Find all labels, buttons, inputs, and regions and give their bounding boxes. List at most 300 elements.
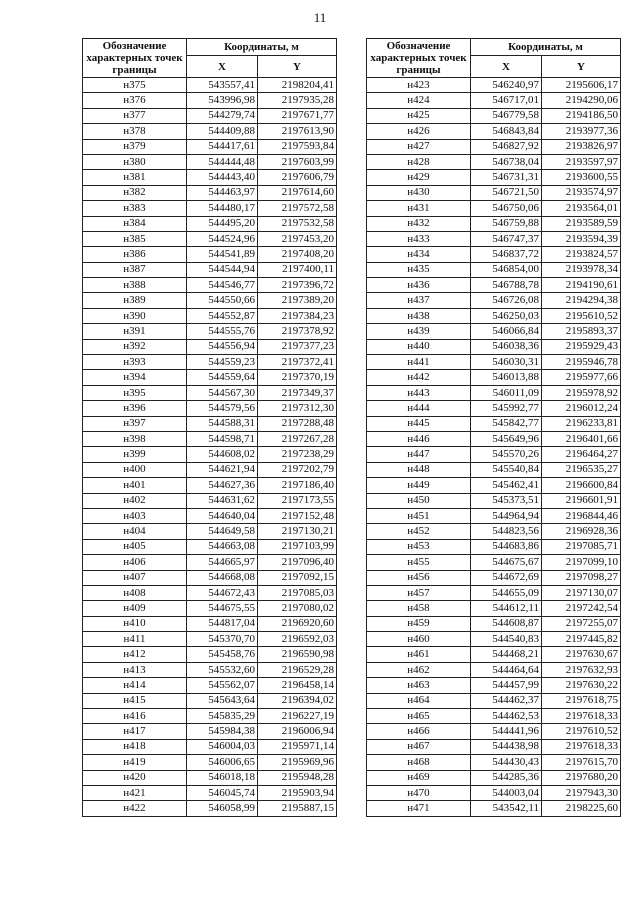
x-cell: 545643,64 [187,693,258,708]
y-cell: 2197400,11 [258,262,337,277]
point-id-cell: н377 [83,108,187,123]
x-cell: 545842,77 [471,416,542,431]
y-cell: 2193594,39 [542,231,621,246]
y-cell: 2197610,52 [542,724,621,739]
point-id-cell: н421 [83,785,187,800]
x-cell: 544663,08 [187,539,258,554]
point-id-cell: н407 [83,570,187,585]
x-cell: 546788,78 [471,278,542,293]
x-cell: 545540,84 [471,462,542,477]
point-id-cell: н428 [367,154,471,169]
table-row [367,570,621,585]
point-id-cell: н468 [367,755,471,770]
x-cell: 546011,09 [471,385,542,400]
point-id-cell: н392 [83,339,187,354]
table-row [83,508,337,523]
point-id-cell: н378 [83,124,187,139]
x-cell: 544541,89 [187,247,258,262]
x-cell: 544588,31 [187,416,258,431]
x-cell: 546006,65 [187,755,258,770]
x-cell: 544631,62 [187,493,258,508]
table-row [83,785,337,800]
x-cell: 546854,00 [471,262,542,277]
y-cell: 2197613,90 [258,124,337,139]
y-cell: 2197098,27 [542,570,621,585]
x-cell: 544468,21 [471,647,542,662]
header-designation: Обозначение характерных точек границы [367,39,471,78]
x-cell: 544627,36 [187,478,258,493]
y-cell: 2196844,46 [542,508,621,523]
y-cell: 2197396,72 [258,278,337,293]
table-row [83,555,337,570]
table-row [83,247,337,262]
x-cell: 546240,97 [471,78,542,93]
x-cell: 546731,31 [471,170,542,185]
point-id-cell: н402 [83,493,187,508]
y-cell: 2197680,20 [542,770,621,785]
point-id-cell: н397 [83,416,187,431]
table-row [83,308,337,323]
x-cell: 545835,29 [187,709,258,724]
x-cell: 545458,76 [187,647,258,662]
point-id-cell: н426 [367,124,471,139]
x-cell: 544464,64 [471,662,542,677]
table-row [83,524,337,539]
table-row [367,431,621,446]
table-row [83,93,337,108]
point-id-cell: н375 [83,78,187,93]
y-cell: 2197453,20 [258,231,337,246]
y-cell: 2198225,60 [542,801,621,816]
table-row [83,108,337,123]
point-id-cell: н418 [83,739,187,754]
x-cell: 546747,37 [471,231,542,246]
y-cell: 2196928,36 [542,524,621,539]
y-cell: 2195929,43 [542,339,621,354]
point-id-cell: н400 [83,462,187,477]
coordinates-table-left [82,38,337,817]
table-row [83,616,337,631]
table-body [83,78,337,817]
table-row [83,755,337,770]
table-row [367,755,621,770]
x-cell: 544683,86 [471,539,542,554]
x-cell: 546717,01 [471,93,542,108]
table-row [83,231,337,246]
y-cell: 2195948,28 [258,770,337,785]
point-id-cell: н408 [83,585,187,600]
table-row [367,293,621,308]
y-cell: 2196920,60 [258,616,337,631]
point-id-cell: н434 [367,247,471,262]
table-row [83,770,337,785]
point-id-cell: н431 [367,201,471,216]
table-row [367,416,621,431]
y-cell: 2197080,02 [258,601,337,616]
x-cell: 544441,96 [471,724,542,739]
x-cell: 544463,97 [187,185,258,200]
y-cell: 2197255,07 [542,616,621,631]
table-row [83,739,337,754]
table-row [83,632,337,647]
header-y: Y [258,56,337,78]
y-cell: 2197618,33 [542,709,621,724]
table-row [83,139,337,154]
x-cell: 546004,03 [187,739,258,754]
y-cell: 2195946,78 [542,355,621,370]
table-row [83,401,337,416]
point-id-cell: н462 [367,662,471,677]
x-cell: 546018,18 [187,770,258,785]
x-cell: 546759,88 [471,216,542,231]
header-x: X [471,56,542,78]
table-row [367,124,621,139]
y-cell: 2197389,20 [258,293,337,308]
point-id-cell: н417 [83,724,187,739]
x-cell: 544567,30 [187,385,258,400]
x-cell: 544612,11 [471,601,542,616]
x-cell: 544444,48 [187,154,258,169]
x-cell: 544668,08 [187,570,258,585]
x-cell: 544430,43 [471,755,542,770]
point-id-cell: н437 [367,293,471,308]
point-id-cell: н419 [83,755,187,770]
table-row [83,262,337,277]
y-cell: 2197267,28 [258,431,337,446]
point-id-cell: н466 [367,724,471,739]
point-id-cell: н376 [83,93,187,108]
y-cell: 2197312,30 [258,401,337,416]
table-row [83,662,337,677]
point-id-cell: н389 [83,293,187,308]
y-cell: 2195903,94 [258,785,337,800]
x-cell: 544462,37 [471,693,542,708]
table-row [83,493,337,508]
point-id-cell: н383 [83,201,187,216]
table-row [83,201,337,216]
page-number: 11 [313,10,327,25]
y-cell: 2197096,40 [258,555,337,570]
y-cell: 2197630,67 [542,647,621,662]
y-cell: 2197173,55 [258,493,337,508]
table-row [367,185,621,200]
point-id-cell: н405 [83,539,187,554]
y-cell: 2197445,82 [542,632,621,647]
point-id-cell: н401 [83,478,187,493]
x-cell: 544409,88 [187,124,258,139]
point-id-cell: н429 [367,170,471,185]
point-id-cell: н411 [83,632,187,647]
point-id-cell: н409 [83,601,187,616]
y-cell: 2197614,60 [258,185,337,200]
x-cell: 544665,97 [187,555,258,570]
point-id-cell: н446 [367,431,471,446]
y-cell: 2197943,30 [542,785,621,800]
table-row [367,78,621,93]
y-cell: 2197630,22 [542,678,621,693]
y-cell: 2197532,58 [258,216,337,231]
point-id-cell: н432 [367,216,471,231]
table-row [367,662,621,677]
table-row [367,462,621,477]
x-cell: 544672,43 [187,585,258,600]
table-row [83,185,337,200]
table-row [367,247,621,262]
point-id-cell: н416 [83,709,187,724]
point-id-cell: н443 [367,385,471,400]
point-id-cell: н425 [367,108,471,123]
point-id-cell: н465 [367,709,471,724]
x-cell: 544608,02 [187,447,258,462]
table-row [367,524,621,539]
table-row [83,539,337,554]
coordinates-table-right [366,38,621,817]
x-cell: 544608,87 [471,616,542,631]
x-cell: 544964,94 [471,508,542,523]
y-cell: 2197202,79 [258,462,337,477]
table-row [367,478,621,493]
table-row [83,170,337,185]
table-row [367,447,621,462]
point-id-cell: н414 [83,678,187,693]
table-row [367,108,621,123]
point-id-cell: н460 [367,632,471,647]
point-id-cell: н430 [367,185,471,200]
y-cell: 2193589,59 [542,216,621,231]
point-id-cell: н381 [83,170,187,185]
table-row [83,216,337,231]
y-cell: 2195887,15 [258,801,337,816]
x-cell: 544675,67 [471,555,542,570]
x-cell: 545649,96 [471,431,542,446]
table-row [83,278,337,293]
point-id-cell: н424 [367,93,471,108]
table-row [83,678,337,693]
table-row [367,262,621,277]
y-cell: 2197152,48 [258,508,337,523]
x-cell: 544279,74 [187,108,258,123]
x-cell: 546837,72 [471,247,542,262]
table-row [83,431,337,446]
point-id-cell: н412 [83,647,187,662]
x-cell: 544672,69 [471,570,542,585]
table-row [367,724,621,739]
x-cell: 544556,94 [187,339,258,354]
x-cell: 544817,04 [187,616,258,631]
point-id-cell: н445 [367,416,471,431]
table-row [367,355,621,370]
y-cell: 2197615,70 [542,755,621,770]
x-cell: 546038,36 [471,339,542,354]
y-cell: 2197378,92 [258,324,337,339]
table-row [367,201,621,216]
y-cell: 2197935,28 [258,93,337,108]
header-x: X [187,56,258,78]
header-designation: Обозначение характерных точек границы [83,39,187,78]
y-cell: 2193977,36 [542,124,621,139]
point-id-cell: н452 [367,524,471,539]
point-id-cell: н395 [83,385,187,400]
point-id-cell: н463 [367,678,471,693]
point-id-cell: н423 [367,78,471,93]
x-cell: 544550,66 [187,293,258,308]
y-cell: 2193824,57 [542,247,621,262]
y-cell: 2195971,14 [258,739,337,754]
point-id-cell: н435 [367,262,471,277]
point-id-cell: н404 [83,524,187,539]
point-id-cell: н471 [367,801,471,816]
point-id-cell: н467 [367,739,471,754]
table-row [367,385,621,400]
x-cell: 545570,26 [471,447,542,462]
point-id-cell: н391 [83,324,187,339]
header-y: Y [542,56,621,78]
y-cell: 2197384,23 [258,308,337,323]
table-row [367,139,621,154]
x-cell: 544285,36 [471,770,542,785]
y-cell: 2197618,75 [542,693,621,708]
y-cell: 2196529,28 [258,662,337,677]
point-id-cell: н451 [367,508,471,523]
x-cell: 544540,83 [471,632,542,647]
table-row [83,601,337,616]
table-row [83,585,337,600]
y-cell: 2194186,50 [542,108,621,123]
table-row [83,801,337,816]
x-cell: 544495,20 [187,216,258,231]
x-cell: 546058,99 [187,801,258,816]
point-id-cell: н403 [83,508,187,523]
table-row [83,78,337,93]
table-row [367,601,621,616]
x-cell: 546750,06 [471,201,542,216]
point-id-cell: н390 [83,308,187,323]
table-row [83,478,337,493]
table-row [367,370,621,385]
table-row [83,724,337,739]
y-cell: 2197632,93 [542,662,621,677]
x-cell: 544524,96 [187,231,258,246]
table-row [83,416,337,431]
table-row [83,709,337,724]
point-id-cell: н422 [83,801,187,816]
point-id-cell: н380 [83,154,187,169]
table-body [367,78,621,817]
y-cell: 2193564,01 [542,201,621,216]
table-row [367,216,621,231]
table-row [367,555,621,570]
y-cell: 2196227,19 [258,709,337,724]
point-id-cell: н470 [367,785,471,800]
y-cell: 2195977,66 [542,370,621,385]
y-cell: 2197349,37 [258,385,337,400]
x-cell: 544649,58 [187,524,258,539]
table-row [367,154,621,169]
y-cell: 2197130,21 [258,524,337,539]
x-cell: 546045,74 [187,785,258,800]
x-cell: 545532,60 [187,662,258,677]
y-cell: 2193826,97 [542,139,621,154]
x-cell: 544621,94 [187,462,258,477]
x-cell: 546030,31 [471,355,542,370]
table-row [367,693,621,708]
x-cell: 546779,58 [471,108,542,123]
x-cell: 545373,51 [471,493,542,508]
y-cell: 2197288,48 [258,416,337,431]
point-id-cell: н448 [367,462,471,477]
y-cell: 2197238,29 [258,447,337,462]
x-cell: 544462,53 [471,709,542,724]
x-cell: 545984,38 [187,724,258,739]
y-cell: 2197130,07 [542,585,621,600]
y-cell: 2195969,96 [258,755,337,770]
x-cell: 546738,04 [471,154,542,169]
y-cell: 2195610,52 [542,308,621,323]
y-cell: 2193574,97 [542,185,621,200]
point-id-cell: н415 [83,693,187,708]
y-cell: 2196590,98 [258,647,337,662]
x-cell: 544480,17 [187,201,258,216]
x-cell: 544003,04 [471,785,542,800]
y-cell: 2196006,94 [258,724,337,739]
x-cell: 544675,55 [187,601,258,616]
table-row [83,324,337,339]
y-cell: 2197372,41 [258,355,337,370]
x-cell: 544417,61 [187,139,258,154]
x-cell: 545370,70 [187,632,258,647]
point-id-cell: н453 [367,539,471,554]
y-cell: 2195893,37 [542,324,621,339]
x-cell: 544544,94 [187,262,258,277]
y-cell: 2196458,14 [258,678,337,693]
point-id-cell: н442 [367,370,471,385]
x-cell: 544438,98 [471,739,542,754]
x-cell: 544559,23 [187,355,258,370]
y-cell: 2197242,54 [542,601,621,616]
table-row [367,585,621,600]
point-id-cell: н456 [367,570,471,585]
point-id-cell: н382 [83,185,187,200]
table-row [83,293,337,308]
x-cell: 546843,84 [471,124,542,139]
y-cell: 2195606,17 [542,78,621,93]
table-row [367,739,621,754]
y-cell: 2197618,33 [542,739,621,754]
point-id-cell: н449 [367,478,471,493]
point-id-cell: н440 [367,339,471,354]
x-cell: 546250,03 [471,308,542,323]
x-cell: 545992,77 [471,401,542,416]
x-cell: 545562,07 [187,678,258,693]
point-id-cell: н386 [83,247,187,262]
y-cell: 2197103,99 [258,539,337,554]
y-cell: 2197377,23 [258,339,337,354]
point-id-cell: н399 [83,447,187,462]
y-cell: 2198204,41 [258,78,337,93]
y-cell: 2194290,06 [542,93,621,108]
x-cell: 544546,77 [187,278,258,293]
y-cell: 2197671,77 [258,108,337,123]
x-cell: 544552,87 [187,308,258,323]
point-id-cell: н410 [83,616,187,631]
table-row [367,616,621,631]
x-cell: 543557,41 [187,78,258,93]
y-cell: 2193600,55 [542,170,621,185]
point-id-cell: н387 [83,262,187,277]
point-id-cell: н420 [83,770,187,785]
point-id-cell: н379 [83,139,187,154]
y-cell: 2197186,40 [258,478,337,493]
